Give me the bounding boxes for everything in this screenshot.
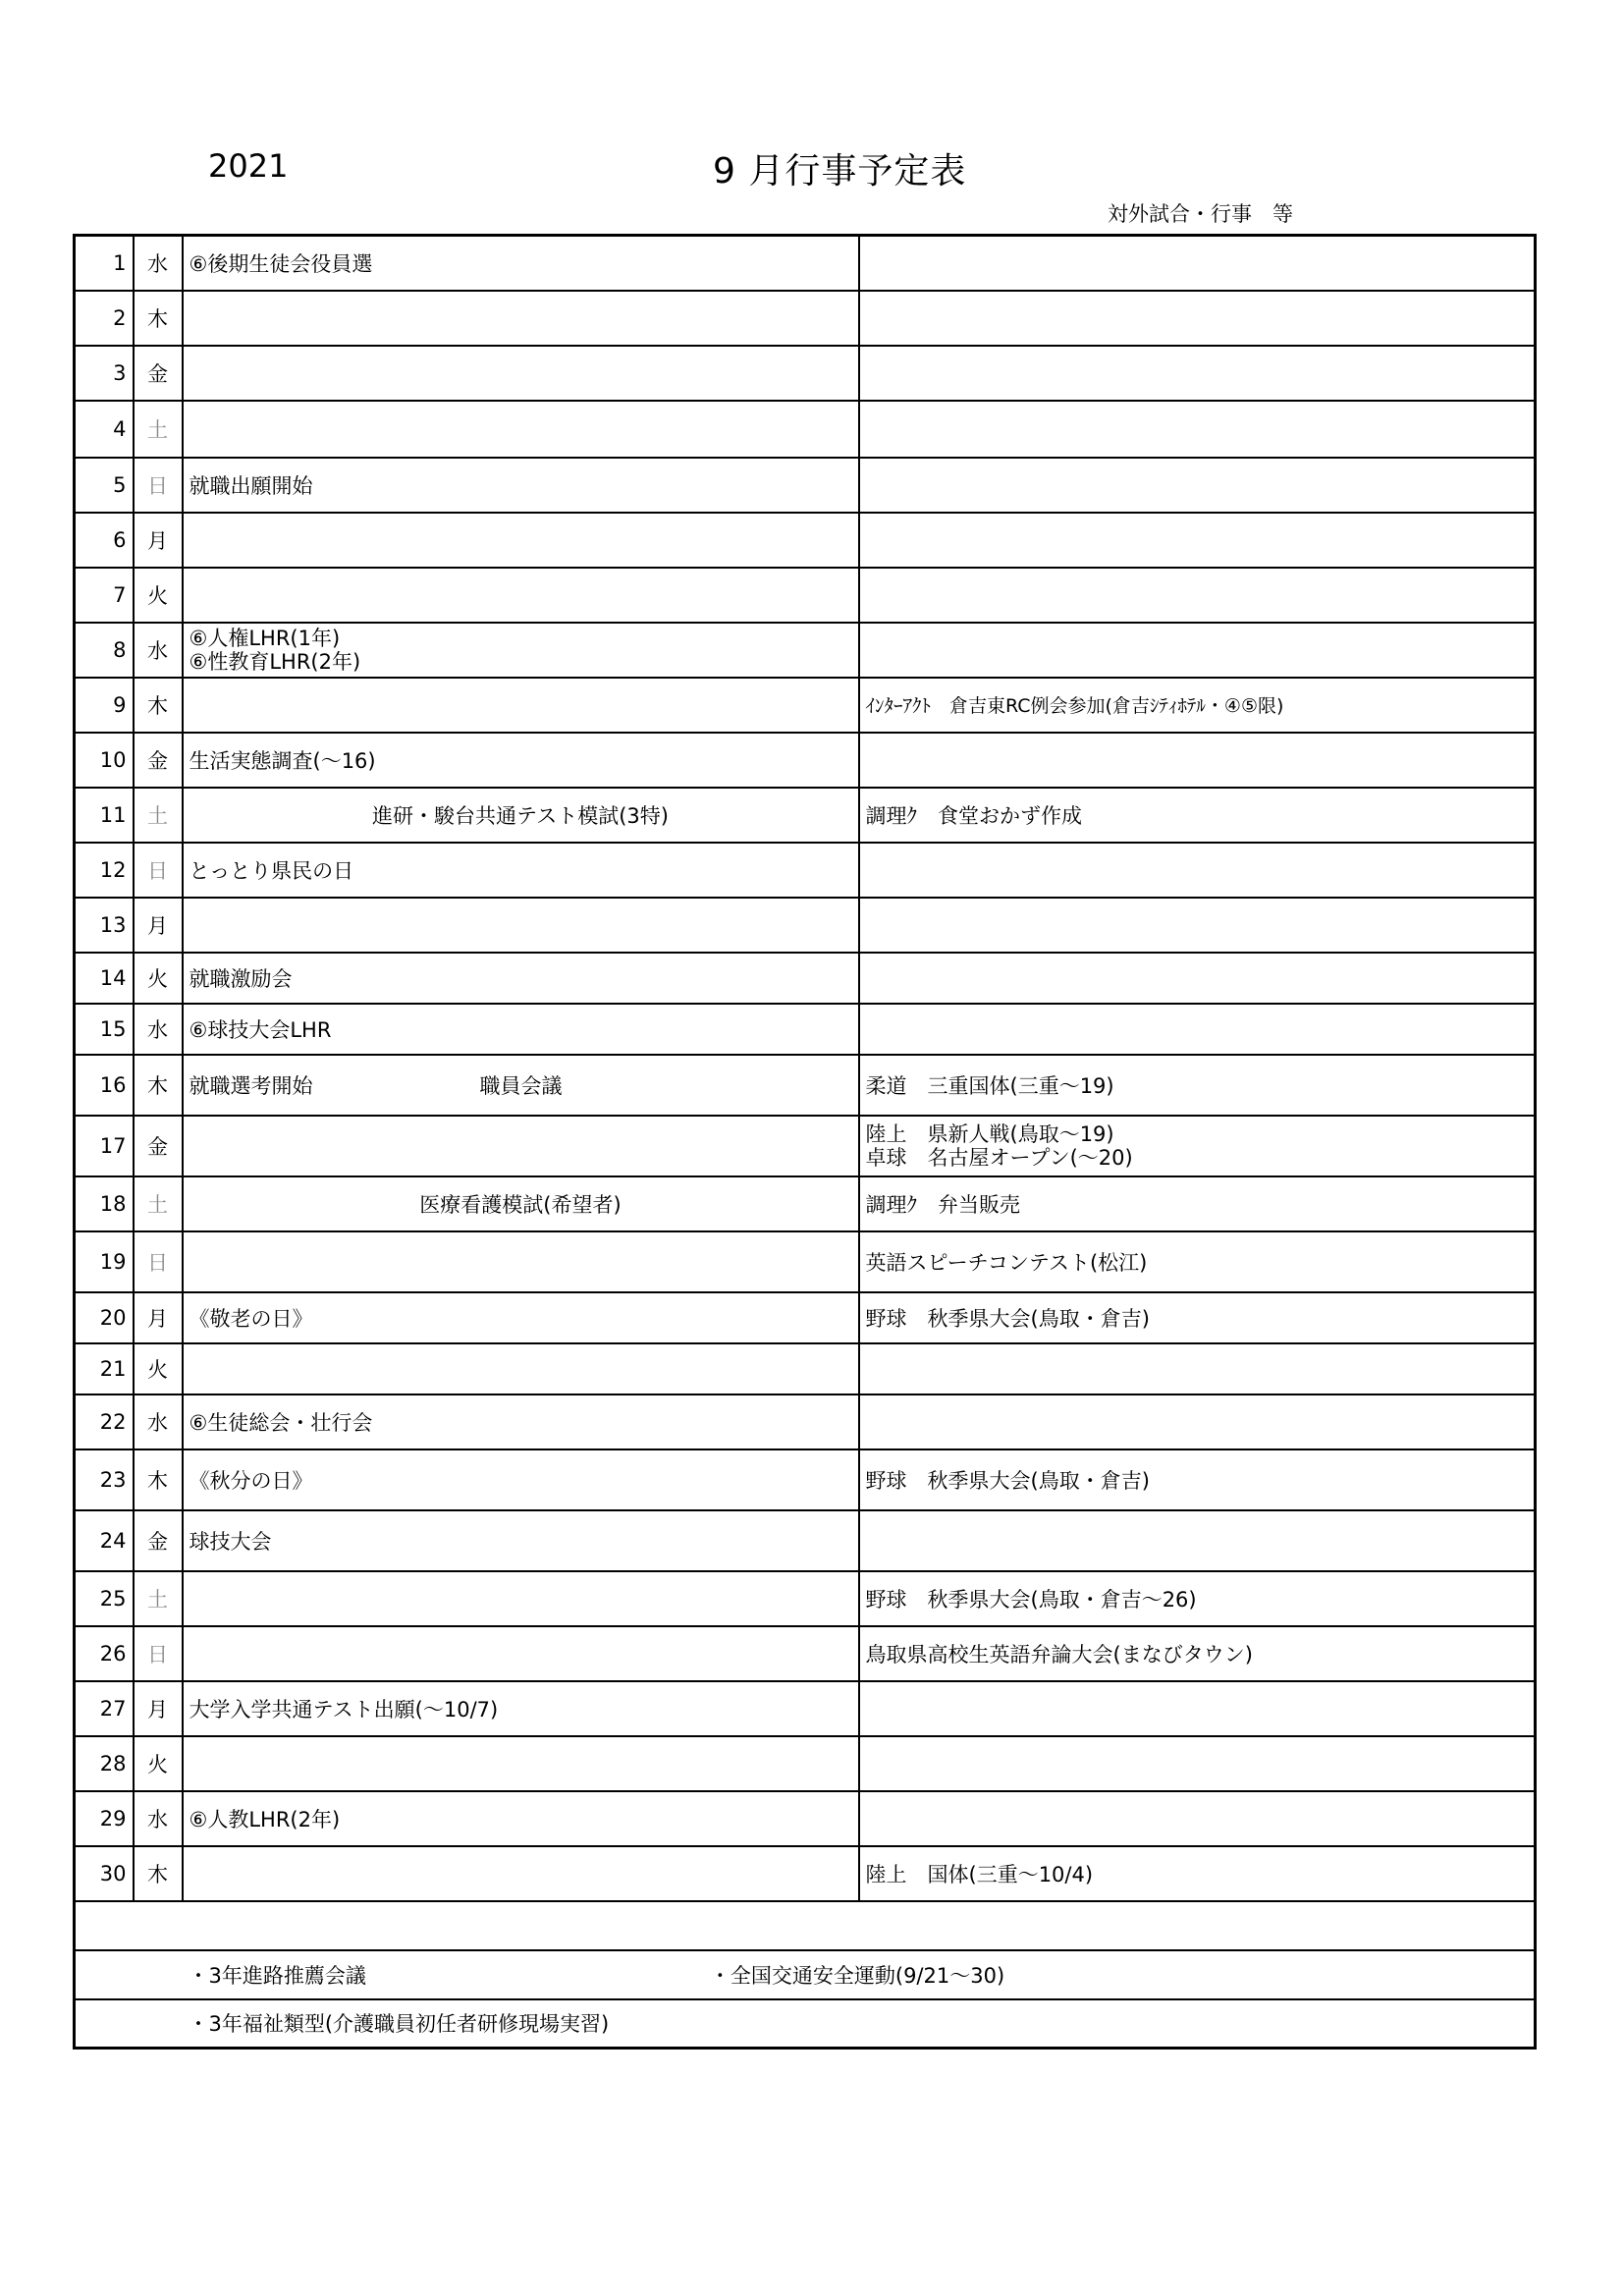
weekday: 土 <box>134 1571 183 1626</box>
external-event-text: 野球 秋季県大会(鳥取・倉吉) <box>865 1468 1150 1493</box>
school-event-text: ⑥後期生徒会役員選 <box>189 251 373 276</box>
school-event-cell <box>183 1449 859 1510</box>
school-event-cell <box>183 291 859 346</box>
weekday: 火 <box>134 568 183 623</box>
day-number: 25 <box>75 1571 134 1626</box>
table-row <box>75 568 1536 623</box>
weekday: 日 <box>134 1626 183 1681</box>
schedule-body <box>75 236 1536 2049</box>
table-row <box>75 458 1536 513</box>
external-event-cell <box>859 1394 1536 1449</box>
weekday: 火 <box>134 953 183 1004</box>
weekday: 日 <box>134 458 183 513</box>
school-event-extra: 職員会議 <box>479 1073 563 1098</box>
note-right-text: ・全国交通安全運動(9/21～30) <box>709 1963 1005 1988</box>
weekday: 水 <box>134 1394 183 1449</box>
school-event-text: 《敬老の日》 <box>189 1306 313 1331</box>
school-event-cell <box>183 898 859 953</box>
table-row <box>75 1736 1536 1791</box>
school-event-cell <box>183 1116 859 1176</box>
external-event-cell <box>859 733 1536 788</box>
blank-cell <box>75 1901 1536 1950</box>
note-left-text: ・3年福祉類型(介護職員初任者研修現場実習) <box>188 2012 610 2037</box>
day-number: 11 <box>75 788 134 843</box>
weekday: 木 <box>134 678 183 733</box>
school-event-cell <box>183 1791 859 1846</box>
day-number: 7 <box>75 568 134 623</box>
weekday: 土 <box>134 1176 183 1231</box>
table-row <box>75 843 1536 898</box>
day-number: 15 <box>75 1004 134 1055</box>
school-event-text: 生活実態調査(～16) <box>189 748 376 773</box>
external-event-cell <box>859 1681 1536 1736</box>
external-event-text: ｲﾝﾀｰｱｸﾄ 倉吉東RC例会参加(倉吉ｼﾃｨﾎﾃﾙ・④⑤限) <box>865 695 1284 717</box>
external-event-cell <box>859 291 1536 346</box>
table-row <box>75 291 1536 346</box>
external-event-cell <box>859 623 1536 678</box>
school-event-text: ⑥球技大会LHR <box>189 1017 332 1042</box>
external-event-cell <box>859 1449 1536 1510</box>
school-event-cell <box>183 568 859 623</box>
day-number: 12 <box>75 843 134 898</box>
external-event-cell <box>859 788 1536 843</box>
table-row <box>75 236 1536 291</box>
weekday: 月 <box>134 1681 183 1736</box>
weekday: 金 <box>134 1510 183 1571</box>
school-event-cell <box>183 1176 859 1231</box>
school-event-text: 就職激励会 <box>189 966 293 991</box>
weekday: 水 <box>134 236 183 291</box>
school-event-text: とっとり県民の日 <box>189 858 354 883</box>
day-number: 24 <box>75 1510 134 1571</box>
external-event-cell <box>859 1176 1536 1231</box>
day-number: 22 <box>75 1394 134 1449</box>
weekday: 金 <box>134 733 183 788</box>
school-event-cell <box>183 843 859 898</box>
table-row <box>75 1681 1536 1736</box>
day-number: 3 <box>75 346 134 401</box>
table-row <box>75 1791 1536 1846</box>
day-number: 28 <box>75 1736 134 1791</box>
school-event-cell <box>183 1292 859 1343</box>
page-title: 9 月行事予定表 <box>713 151 967 191</box>
weekday: 土 <box>134 788 183 843</box>
day-number: 6 <box>75 513 134 568</box>
table-row <box>75 401 1536 458</box>
school-event-cell <box>183 1055 859 1116</box>
external-event-cell <box>859 1343 1536 1394</box>
note-row <box>75 1950 1536 1999</box>
weekday: 月 <box>134 1292 183 1343</box>
day-number: 30 <box>75 1846 134 1901</box>
day-number: 18 <box>75 1176 134 1231</box>
external-event-text: 柔道 三重国体(三重～19) <box>865 1073 1114 1098</box>
day-number: 1 <box>75 236 134 291</box>
school-event-cell <box>183 733 859 788</box>
external-event-cell <box>859 1626 1536 1681</box>
external-event-text: 野球 秋季県大会(鳥取・倉吉～26) <box>865 1587 1197 1612</box>
table-row <box>75 1343 1536 1394</box>
school-event-text: 大学入学共通テスト出願(～10/7) <box>189 1697 499 1722</box>
external-event-text: 陸上 県新人戦(鳥取～19) <box>865 1121 1114 1146</box>
external-event-cell <box>859 236 1536 291</box>
school-event-cell <box>183 1004 859 1055</box>
school-event-cell <box>183 513 859 568</box>
external-event-cell <box>859 1510 1536 1571</box>
school-event-text: 球技大会 <box>189 1529 272 1554</box>
school-event-cell <box>183 1231 859 1292</box>
school-event-cell <box>183 458 859 513</box>
school-event-cell <box>183 1626 859 1681</box>
school-event-cell <box>183 1510 859 1571</box>
weekday: 水 <box>134 1791 183 1846</box>
school-event-cell <box>183 1736 859 1791</box>
table-row <box>75 346 1536 401</box>
weekday: 日 <box>134 1231 183 1292</box>
table-row <box>75 1846 1536 1901</box>
day-number: 19 <box>75 1231 134 1292</box>
weekday: 火 <box>134 1343 183 1394</box>
school-event-cell <box>183 1846 859 1901</box>
note-row <box>75 1999 1536 2049</box>
weekday: 水 <box>134 1004 183 1055</box>
external-event-cell <box>859 401 1536 458</box>
school-event-cell <box>183 1343 859 1394</box>
note-left-text: ・3年進路推薦会議 <box>188 1963 366 1988</box>
table-row <box>75 1116 1536 1176</box>
school-event-cell <box>183 788 859 843</box>
weekday: 木 <box>134 1055 183 1116</box>
table-row <box>75 898 1536 953</box>
external-event-cell <box>859 1292 1536 1343</box>
day-number: 10 <box>75 733 134 788</box>
table-row <box>75 1292 1536 1343</box>
note-cell <box>183 1950 1536 1999</box>
year-label: 2021 <box>208 147 289 185</box>
school-event-cell <box>183 678 859 733</box>
external-event-text: 英語スピーチコンテスト(松江) <box>865 1250 1148 1275</box>
school-event-cell <box>183 401 859 458</box>
weekday: 木 <box>134 1449 183 1510</box>
day-number: 5 <box>75 458 134 513</box>
external-event-cell <box>859 1846 1536 1901</box>
school-event-cell <box>183 1394 859 1449</box>
school-event-text: ⑥人権LHR(1年) <box>189 626 341 650</box>
table-row <box>75 1231 1536 1292</box>
note-indent <box>75 1950 183 1999</box>
external-event-text: 卓球 名古屋オープン(～20) <box>865 1145 1133 1170</box>
weekday: 火 <box>134 1736 183 1791</box>
day-number: 21 <box>75 1343 134 1394</box>
table-row <box>75 1571 1536 1626</box>
school-event-cell <box>183 623 859 678</box>
table-row <box>75 678 1536 733</box>
external-event-cell <box>859 678 1536 733</box>
external-event-cell <box>859 458 1536 513</box>
school-event-cell <box>183 236 859 291</box>
school-event-text: ⑥生徒総会・壮行会 <box>189 1410 373 1435</box>
weekday: 木 <box>134 291 183 346</box>
blank-row <box>75 1901 1536 1950</box>
day-number: 27 <box>75 1681 134 1736</box>
school-event-text: 進研・駿台共通テスト模試(3特) <box>372 803 669 828</box>
day-number: 9 <box>75 678 134 733</box>
external-event-text: 調理ｸ 食堂おかず作成 <box>865 803 1082 828</box>
schedule-table <box>73 234 1537 2050</box>
table-row <box>75 1394 1536 1449</box>
external-event-cell <box>859 1231 1536 1292</box>
day-number: 2 <box>75 291 134 346</box>
day-number: 17 <box>75 1116 134 1176</box>
external-event-cell <box>859 568 1536 623</box>
day-number: 16 <box>75 1055 134 1116</box>
external-event-text: 野球 秋季県大会(鳥取・倉吉) <box>865 1306 1150 1331</box>
table-row <box>75 1510 1536 1571</box>
table-row <box>75 1449 1536 1510</box>
table-row <box>75 733 1536 788</box>
school-event-text: 就職出願開始 <box>189 473 313 498</box>
school-event-text: 《秋分の日》 <box>189 1468 313 1493</box>
weekday: 金 <box>134 1116 183 1176</box>
school-event-cell <box>183 953 859 1004</box>
external-event-cell <box>859 898 1536 953</box>
day-number: 14 <box>75 953 134 1004</box>
weekday: 木 <box>134 1846 183 1901</box>
external-event-cell <box>859 1736 1536 1791</box>
external-events-heading: 対外試合・行事 等 <box>1108 202 1293 226</box>
external-event-text: 陸上 国体(三重～10/4) <box>865 1862 1094 1886</box>
external-event-cell <box>859 1055 1536 1116</box>
day-number: 29 <box>75 1791 134 1846</box>
table-row <box>75 788 1536 843</box>
school-event-cell <box>183 346 859 401</box>
table-row <box>75 1176 1536 1231</box>
external-event-cell <box>859 1116 1536 1176</box>
weekday: 日 <box>134 843 183 898</box>
external-event-cell <box>859 513 1536 568</box>
external-event-cell <box>859 1791 1536 1846</box>
day-number: 8 <box>75 623 134 678</box>
external-event-cell <box>859 1571 1536 1626</box>
table-row <box>75 1004 1536 1055</box>
note-indent <box>75 1999 183 2049</box>
note-cell <box>183 1999 1536 2049</box>
weekday: 月 <box>134 898 183 953</box>
table-row <box>75 623 1536 678</box>
school-event-text: 医療看護模試(希望者) <box>419 1192 622 1217</box>
table-row <box>75 953 1536 1004</box>
day-number: 23 <box>75 1449 134 1510</box>
table-row <box>75 1055 1536 1116</box>
table-row <box>75 1626 1536 1681</box>
external-event-cell <box>859 843 1536 898</box>
external-event-cell <box>859 346 1536 401</box>
external-event-cell <box>859 953 1536 1004</box>
school-event-text: 就職選考開始 <box>189 1073 313 1098</box>
external-event-text: 調理ｸ 弁当販売 <box>865 1192 1020 1217</box>
school-event-cell <box>183 1571 859 1626</box>
external-event-text: 鳥取県高校生英語弁論大会(まなびタウン) <box>865 1642 1253 1667</box>
weekday: 水 <box>134 623 183 678</box>
school-event-cell <box>183 1681 859 1736</box>
school-event-text: ⑥性教育LHR(2年) <box>189 649 361 674</box>
weekday: 土 <box>134 401 183 458</box>
school-event-text: ⑥人教LHR(2年) <box>189 1807 341 1831</box>
day-number: 20 <box>75 1292 134 1343</box>
weekday: 金 <box>134 346 183 401</box>
day-number: 4 <box>75 401 134 458</box>
external-event-cell <box>859 1004 1536 1055</box>
weekday: 月 <box>134 513 183 568</box>
day-number: 26 <box>75 1626 134 1681</box>
day-number: 13 <box>75 898 134 953</box>
table-row <box>75 513 1536 568</box>
